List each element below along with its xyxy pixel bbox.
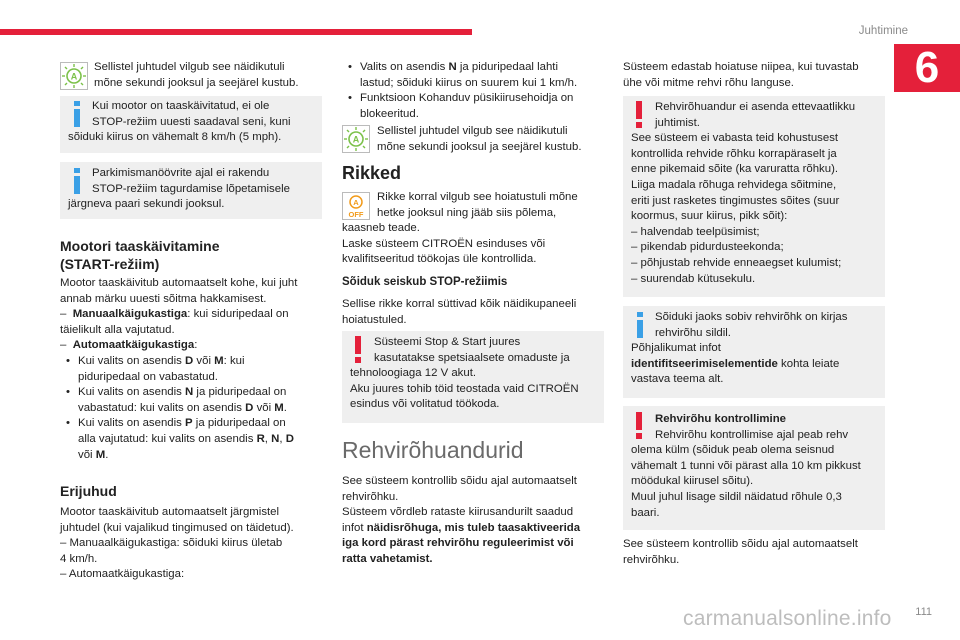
manual-gearbox-line	[60, 307, 330, 323]
text-line: Süsteem edastab hoiatuse niipea, kui tuvastab	[623, 61, 859, 73]
header-accent-bar	[0, 29, 472, 35]
text-span: Kui valits on asendis	[78, 417, 186, 430]
text-line: hoiatustuled.	[342, 313, 407, 326]
text-line: rehvirõhu sildil.	[655, 326, 731, 339]
text-line: mõne sekundi jooksul ja seejärel kustub.	[377, 140, 582, 153]
text-line: Rikke korral vilgub see hoiatustuli mõne	[377, 191, 578, 203]
text-span: või	[253, 401, 275, 414]
text-line: Liiga madala rõhuga rehvidega sõitmine,	[631, 178, 837, 191]
gear-n: N	[185, 386, 194, 399]
text-span: : kui siduripedaal on	[187, 308, 289, 321]
text-line	[631, 357, 883, 373]
text-line: Põhjalikumat infot	[631, 342, 721, 355]
auto-label: Automaatkäigukastiga	[72, 339, 195, 352]
bold-span: identifitseerimiselementide	[631, 357, 778, 370]
list-item	[342, 60, 607, 76]
text-line: ühe või mitme rehvi rõhu languse.	[623, 76, 794, 89]
text-line: – suurendab kütusekulu.	[631, 272, 756, 285]
text-span: :	[194, 339, 198, 352]
text-line: hetke jooksul ning jääb siis põlema,	[377, 206, 557, 219]
section-title: Juhtimine	[858, 25, 908, 37]
text-line: enne pikemaid sõite (ka varuratta rõhku).	[631, 163, 839, 176]
text-span: ,	[279, 432, 286, 445]
dash: –	[60, 339, 67, 352]
info-text-parking	[68, 166, 320, 213]
gear-d: D	[285, 432, 294, 445]
text-line: Sellistel juhtudel vilgub see näidikutuli	[377, 125, 568, 137]
heading-line: (START-režiim)	[60, 256, 160, 272]
list-item	[60, 354, 330, 370]
info-text-tyre-label	[631, 310, 883, 388]
text-line: kaasneb teade.	[342, 222, 420, 235]
text-line: piduripedaal on vabastatud.	[78, 370, 218, 383]
indicator-note	[94, 60, 334, 91]
text-line: Kui mootor on taaskäivitatud, ei ole	[92, 100, 270, 112]
text-line: – halvendab teelpüsimist;	[631, 225, 760, 238]
text-line: rehvirõhku.	[623, 553, 680, 566]
list-item	[60, 416, 330, 432]
heading-line: Mootori taaskäivitamine	[60, 238, 220, 254]
svg-text:A: A	[70, 71, 78, 82]
text-line: Rehvirõhu kontrollimise ajal peab rehv	[655, 428, 849, 441]
text-line: Aku juures tohib töid teostada vaid CITROËN	[350, 382, 579, 395]
text-line: Mootor taaskäivitub automaatselt järgmistel	[60, 506, 280, 518]
text-line: Sõiduki jaoks sobiv rehvirõhk on kirjas	[655, 311, 848, 323]
text-span: ,	[264, 432, 272, 445]
gear-d: D	[245, 401, 254, 414]
gear-d: D	[185, 354, 194, 367]
tpms-description	[342, 474, 612, 568]
text-span: või	[78, 448, 96, 461]
text-span: .	[283, 401, 287, 414]
text-line	[60, 448, 330, 464]
text-line: See süsteem kontrollib sõidu ajal automaatselt	[623, 538, 858, 550]
gear-r: R	[256, 432, 265, 445]
text-line: STOP-režiim uuesti saadaval seni, kuni	[92, 115, 291, 128]
manual-label: Manuaalkäigukastiga	[72, 308, 188, 321]
text-line: baari.	[631, 506, 660, 519]
text-line: Sellistel juhtudel vilgub see näidikutuli	[94, 61, 285, 73]
text-line: olema külm (sõiduk peab olema seisnud	[631, 444, 835, 457]
svg-text:A: A	[353, 198, 359, 207]
text-line: Laske süsteem CITROËN esinduses või	[342, 237, 546, 250]
svg-text:A: A	[352, 134, 360, 145]
text-line: Mootor taaskäivitub automaatselt kohe, kui juht	[60, 277, 298, 289]
faults-text	[342, 190, 607, 268]
text-span: : kui	[223, 354, 245, 367]
list-item	[60, 385, 330, 401]
text-span: infot	[342, 521, 367, 534]
text-line: vastava teema alt.	[631, 373, 724, 386]
text-span: ja piduripedaal on	[193, 386, 287, 399]
text-line: esindus või volitatud töökoda.	[350, 398, 500, 411]
stop-start-indicator-icon	[342, 125, 370, 153]
text-line: See süsteem kontrollib sõidu ajal automaatselt	[342, 475, 577, 487]
text-span: .	[105, 448, 109, 461]
bold-span: näidisrõhuga, mis tuleb taasaktiveerida	[366, 521, 581, 534]
gear-p: P	[185, 417, 193, 430]
gear-n: N	[271, 432, 280, 445]
page-number: 111	[915, 606, 932, 618]
col2-bullets	[342, 60, 607, 122]
text-line: Rehvirõhuandur ei asenda ettevaatlikku	[655, 101, 856, 113]
warning-text-tpms	[631, 100, 883, 287]
gear-m: M	[274, 401, 284, 414]
text-span: kohta leiate	[777, 357, 840, 370]
text-line	[342, 552, 612, 568]
text-span: ja piduripedaal lahti	[456, 61, 558, 73]
off-label: OFF	[348, 210, 364, 219]
text-line: Süsteem võrdleb rataste kiirusandurilt saadud	[342, 506, 574, 519]
bold-span: ratta vahetamist.	[342, 552, 433, 565]
gear-n: N	[448, 61, 457, 73]
text-line: Muul juhul lisage sildil näidatud rõhule 0,3	[631, 490, 842, 503]
tpms-outro	[623, 537, 893, 568]
text-line: rehvirõhku.	[342, 490, 399, 503]
heading-faults: Rikked	[342, 163, 402, 183]
exceptions-text	[60, 505, 330, 583]
text-line: – põhjustab rehvide enneaegset kulumist;	[631, 256, 842, 269]
text-line: – pikendab pidurdusteekonda;	[631, 241, 784, 254]
bold-span: iga kord pärast rehvirõhu reguleerimist või	[342, 537, 574, 550]
text-line: tehnoloogiaga 12 V akut.	[350, 367, 477, 380]
info-text-restart	[68, 99, 320, 146]
text-span: või	[193, 354, 215, 367]
text-line: järgneva paari sekundi jooksul.	[68, 198, 225, 211]
text-line: eriti just rasketes tingimustes sõites (suur	[631, 194, 840, 207]
text-span: vabastatud: kui valits on asendis	[78, 401, 246, 414]
text-line: annab märku uuesti sõitma hakkamisest.	[60, 292, 267, 305]
text-line: Süsteemi Stop & Start juures	[374, 336, 521, 348]
text-line: STOP-režiim tagurdamise lõpetamisele	[92, 182, 290, 195]
text-line: täielikult alla vajutatud.	[60, 323, 175, 336]
text-line: Parkimismanöövrite ajal ei rakendu	[92, 167, 270, 179]
text-line: – Manuaalkäigukastiga: sõiduki kiirus ületab	[60, 537, 283, 550]
list-item: • Funktsioon Kohanduv püsikiirusehoidja on	[342, 91, 607, 107]
text-span: Valits on asendis	[360, 61, 449, 73]
text-line: – Automaatkäigukastiga:	[60, 568, 185, 581]
restart-description	[60, 276, 330, 463]
heading-exceptions: Erijuhud	[60, 483, 117, 499]
text-span: ja piduripedaal on	[192, 417, 286, 430]
dash: –	[60, 308, 67, 321]
text-span: Kui valits on asendis	[78, 386, 186, 399]
text-line	[342, 536, 612, 552]
text-line: vähemalt 1 tunni või pärast alla 10 km pikkust	[631, 459, 861, 472]
tpms-intro	[623, 60, 893, 91]
stop-start-indicator-icon	[60, 62, 88, 90]
text-line	[60, 432, 330, 448]
text-line: mõne sekundi jooksul ja seejärel kustub.	[94, 76, 299, 89]
watermark: carmanualsonline.info	[683, 607, 892, 630]
text-span: Kui valits on asendis	[78, 354, 186, 367]
warning-title: Rehvirõhu kontrollimine	[655, 413, 787, 425]
gear-m: M	[214, 354, 224, 367]
text-span: alla vajutatud: kui valits on asendis	[78, 432, 257, 445]
text-line	[342, 521, 612, 537]
text-line: juhtudel (kui vajalikud tingimused on täidetud).	[60, 521, 294, 534]
stall-text	[342, 297, 607, 328]
heading-engine-restart	[60, 237, 220, 273]
text-line	[60, 401, 330, 417]
text-line: koormus, suur kiirus, pikk sõit):	[631, 210, 788, 223]
text-line: lastud; sõiduki kiirus on suurem kui 1 km/h.	[360, 76, 578, 89]
text-line: Sellise rikke korral süttivad kõik näidikupaneeli	[342, 298, 577, 310]
text-line: blokeeritud.	[360, 107, 419, 120]
text-line: kasutatakse spetsiaalsete omaduste ja	[374, 351, 570, 364]
text-line: 4 km/h.	[60, 552, 98, 565]
gear-m: M	[95, 448, 106, 461]
text-line: See süsteem ei vabasta teid kohustusest	[631, 132, 839, 145]
text-line: kvalifitseeritud töökojas üle kontrollida.	[342, 253, 537, 266]
indicator-note	[377, 124, 607, 155]
text-line: sõiduki kiirus on vähemalt 8 km/h (5 mph).	[68, 131, 282, 144]
chapter-title-tpms: Rehvirõhuandurid	[342, 437, 524, 463]
chapter-number-badge: 6	[894, 44, 960, 92]
text-line: möödukal kiirusel sõitu).	[631, 475, 754, 488]
text-line: kontrollida rehvide rõhku korrapäraselt ja	[631, 147, 837, 160]
auto-gearbox-line	[60, 338, 330, 354]
warning-text-battery	[350, 335, 602, 413]
warning-text-pressure-check	[631, 412, 883, 521]
subheading-stall: Sõiduk seiskub STOP-režiimis	[342, 276, 508, 288]
text-line: juhtimist.	[655, 116, 700, 129]
